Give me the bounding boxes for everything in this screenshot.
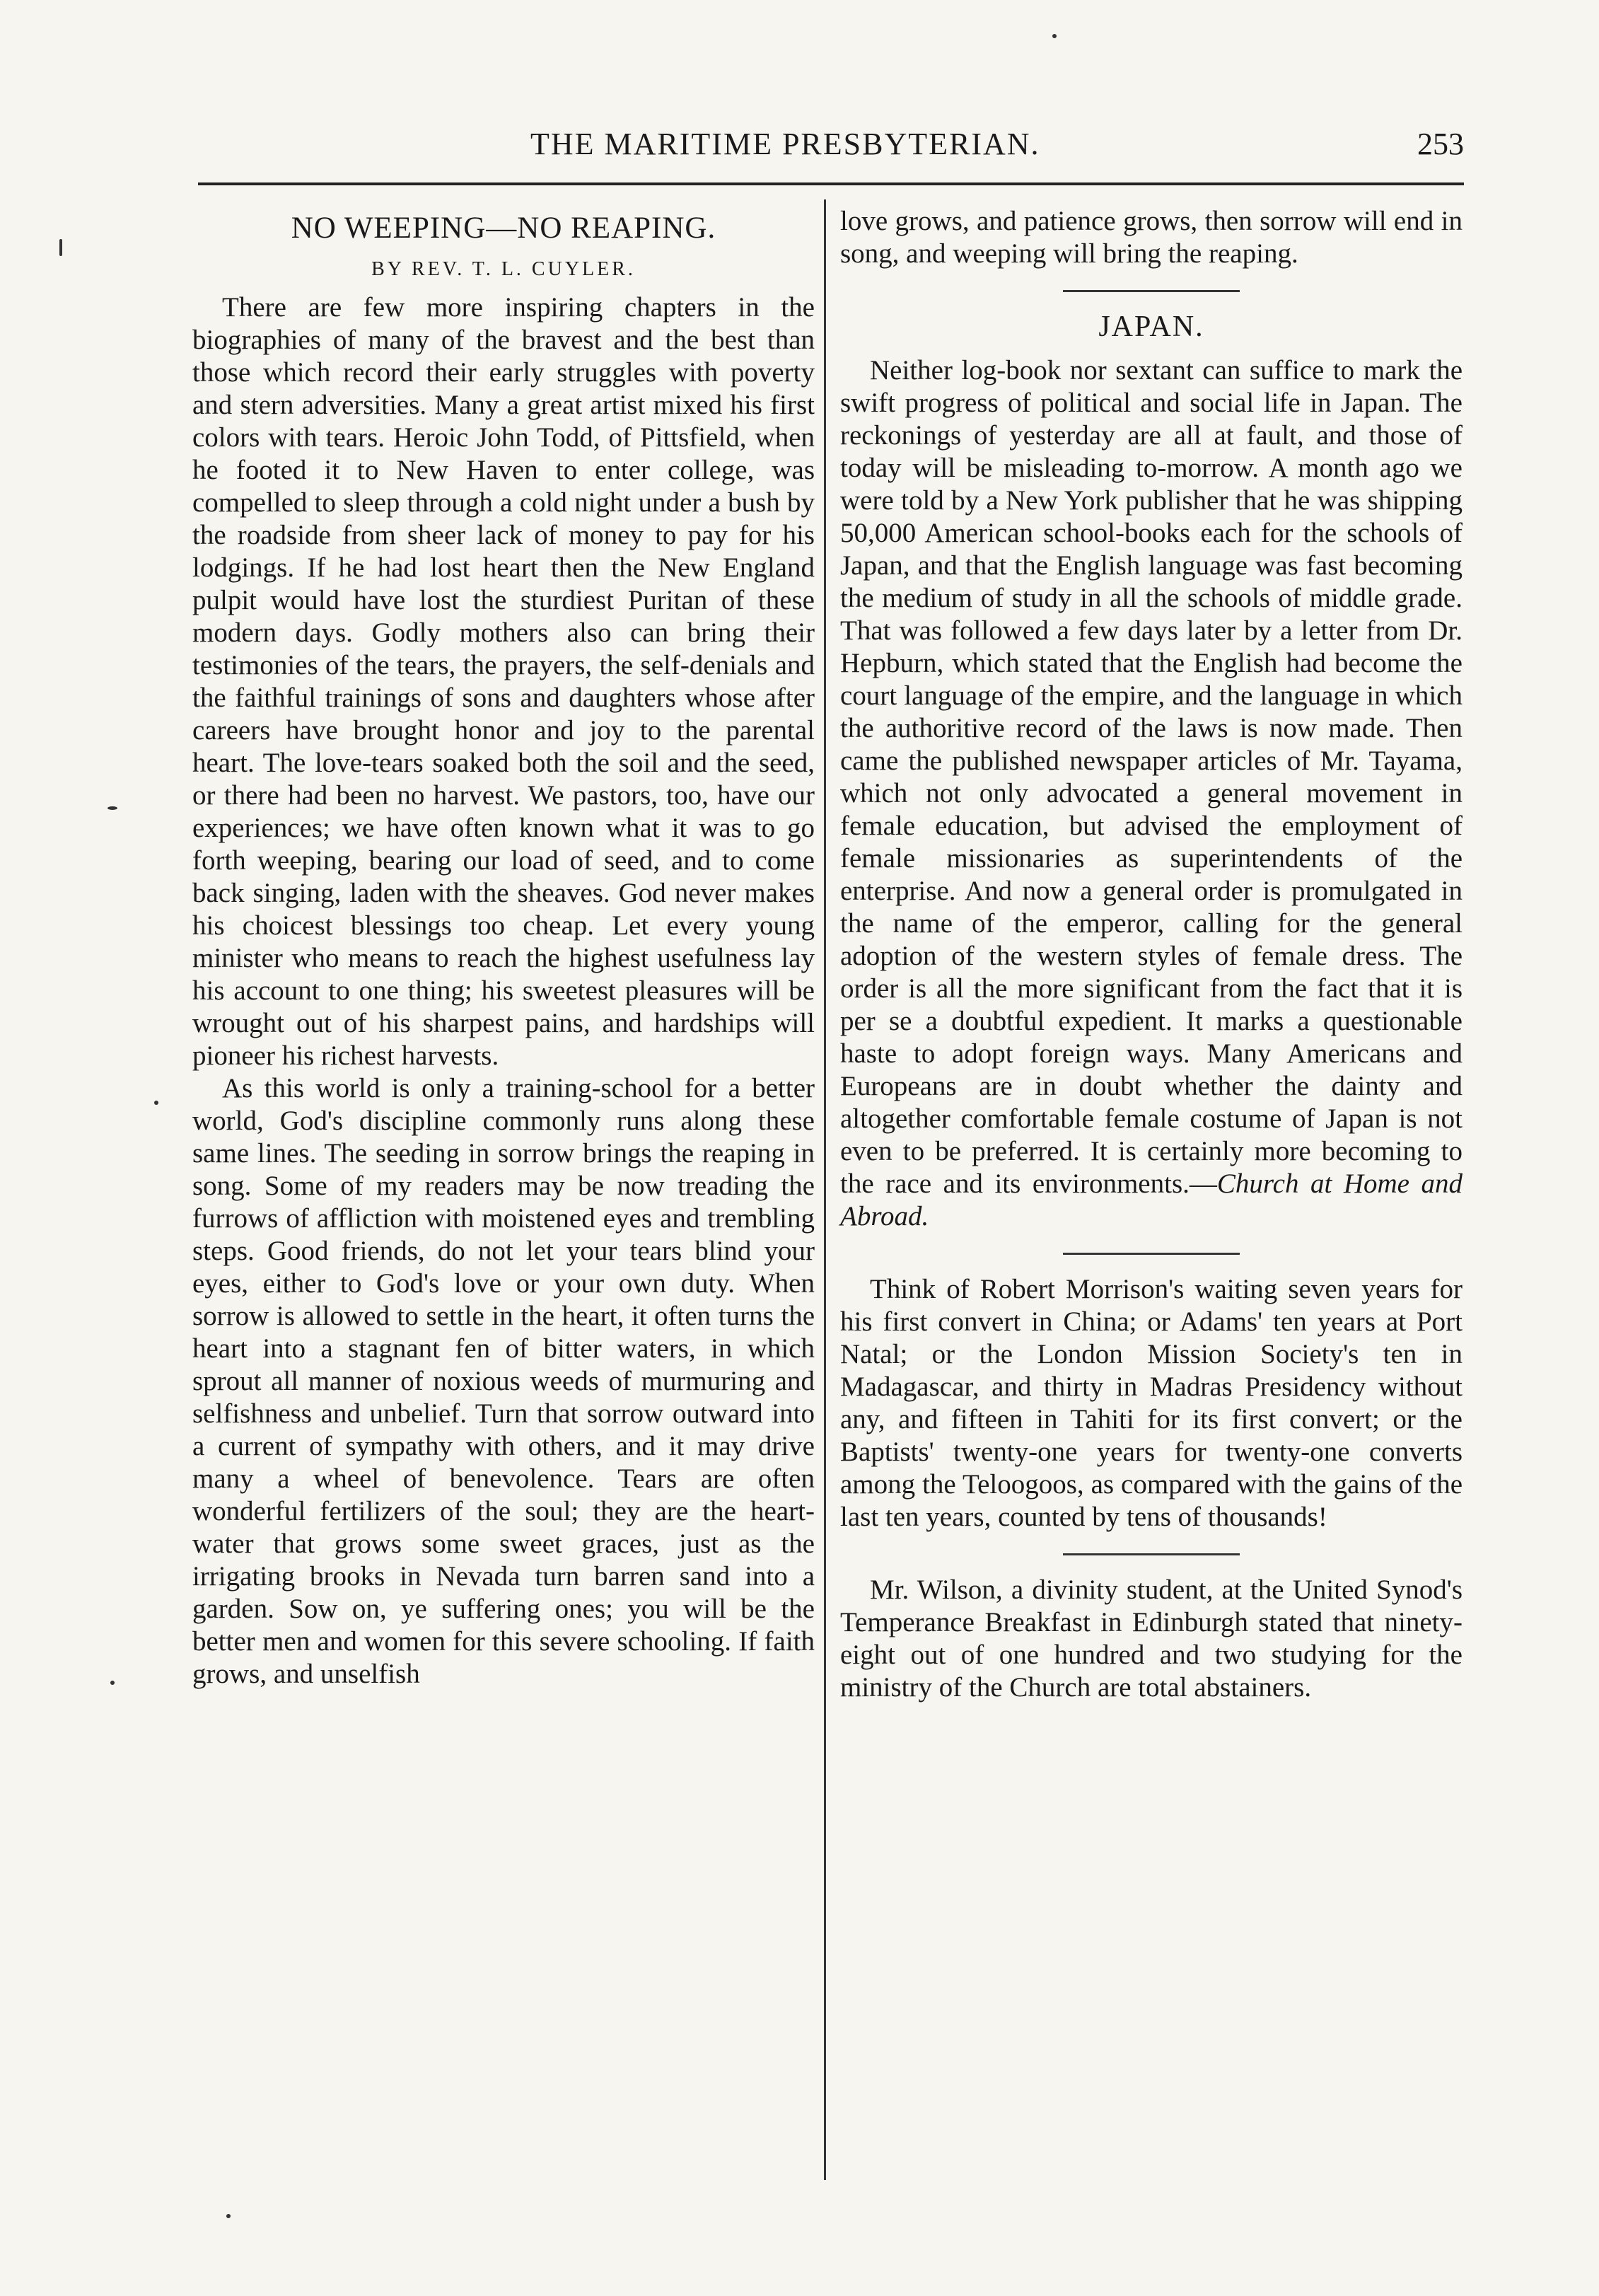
ink-speck — [107, 806, 117, 810]
source-citation: Church at Home and Abroad. — [840, 1169, 1463, 1231]
paragraph: Think of Robert Morrison's waiting seven years for his first convert in China; or Adams' ten years at Port Natal; or the London Mission Society's ten in Madagascar, and thirty in Madras Presidency without any, and fifteen in Tahiti for its first convert; or the Baptists' twenty-one years for twenty-one converts among the Teloogoos, as compared with the gains of the last ten years, counted by tens of thousands! — [840, 1274, 1463, 1532]
ink-speck — [1052, 34, 1057, 38]
page-header — [198, 126, 1464, 168]
section-rule — [1063, 290, 1240, 292]
right-column — [840, 205, 1463, 1704]
column-divider — [824, 199, 826, 2180]
continued-paragraph: love grows, and patience grows, then sorrow will end in song, and weeping will bring the reaping. — [840, 206, 1463, 269]
ink-speck — [110, 1681, 115, 1685]
ink-speck — [154, 1101, 158, 1105]
section-rule — [1063, 1253, 1240, 1255]
ink-speck — [226, 2214, 231, 2218]
section-title: JAPAN. — [1098, 311, 1204, 343]
paragraph: Mr. Wilson, a divinity student, at the United Synod's Temperance Breakfast in Edinburgh stated that ninety-eight out of one hundred and two studying for the ministry of the Church are total abstainers. — [840, 1575, 1463, 1703]
byline: BY REV. T. L. CUYLER. — [371, 258, 636, 280]
ink-speck — [59, 239, 62, 256]
paragraph — [840, 354, 1463, 1233]
paragraph: As this world is only a training-school for a better world, God's discipline commonly runs along these same lines. The seeding in sorrow brings the reaping in song. Some of my readers may be now treading the furrows of affliction with moistened eyes and trembling steps. Good friends, do not let your tears blind your eyes, either to God's love or your own duty. When sorrow is allowed to settle in the heart, it often turns the heart into a stagnant fen of bitter waters, in which sprout all manner of noxious weeds of murmuring and selfishness and unbelief. Turn that sorrow outward into a current of sympathy with others, and it may drive many a wheel of benevolence. Tears are often wonderful fertilizers of the soul; they are the heart-water that grows some sweet graces, just as the irrigating brooks in Nevada turn barren sand into a garden. Sow on, ye suffering ones; you will be the better men and women for this severe schooling. If faith grows, and unselfish — [192, 1073, 815, 1689]
header-rule — [198, 182, 1464, 185]
running-title: THE MARITIME PRESBYTERIAN. — [530, 127, 1040, 161]
paragraph: There are few more inspiring chapters in the biographies of many of the bravest and the best than those which record their early struggles with poverty and stern adversities. Many a great artist mixed his first colors with tears. Heroic John Todd, of Pittsfield, when he footed it to New Haven to enter college, was compelled to sleep through a cold night under a bush by the roadside from sheer lack of money to pay for his lodgings. If he had lost heart then the New England pulpit would have lost the sturdiest Puritan of these modern days. Godly mothers also can bring their testimonies of the tears, the prayers, the self-denials and the faithful trainings of sons and daughters whose after careers have brought honor and joy to the parental heart. The love-tears soaked both the soil and the seed, or there had been no harvest. We pastors, too, have our experiences; we have often known what it was to go forth weeping, bearing our load of seed, and to come back singing, laden with the sheaves. God never makes his choicest blessings too cheap. Let every young minister who means to reach the highest usefulness lay his account to one thing; his sweetest pleasures will be wrought out of his sharpest pains, and hardships will pioneer his richest harvests. — [192, 292, 815, 1071]
article-title: NO WEEPING—NO REAPING. — [291, 211, 716, 245]
section-rule — [1063, 1553, 1240, 1555]
page-number: 253 — [1417, 127, 1464, 161]
left-column — [192, 205, 815, 1691]
japan-text: Neither log-book nor sextant can suffice to mark the swift progress of political and social life in Japan. The reckonings of yesterday are all at fault, and those of today will be misleading to-morrow. A month ago we were told by a New York publisher that he was shipping 50,000 American school-books each for the schools of Japan, and that the English language was fast becoming the medium of study in all the schools of middle grade. That was followed a few days later by a letter from Dr. Hepburn, which stated that the English had become the court language of the empire, and the language in which the authoritive record of the laws is now made. Then came the published newspaper articles of Mr. Tayama, which not only advocated a general movement in female education, but advised the employment of female missionaries as superintendents of the enterprise. And now a general order is promulgated in the name of the emperor, calling for the general adoption of the western styles of female dress. The order is all the more significant from the fact that it is per se a doubtful expedient. It marks a questionable haste to adopt foreign ways. Many Americans and Europeans are in doubt whether the dainty and altogether comfortable female costume of Japan is not even to be preferred. It is certainly more becoming to the race and its environments.— — [840, 355, 1463, 1199]
